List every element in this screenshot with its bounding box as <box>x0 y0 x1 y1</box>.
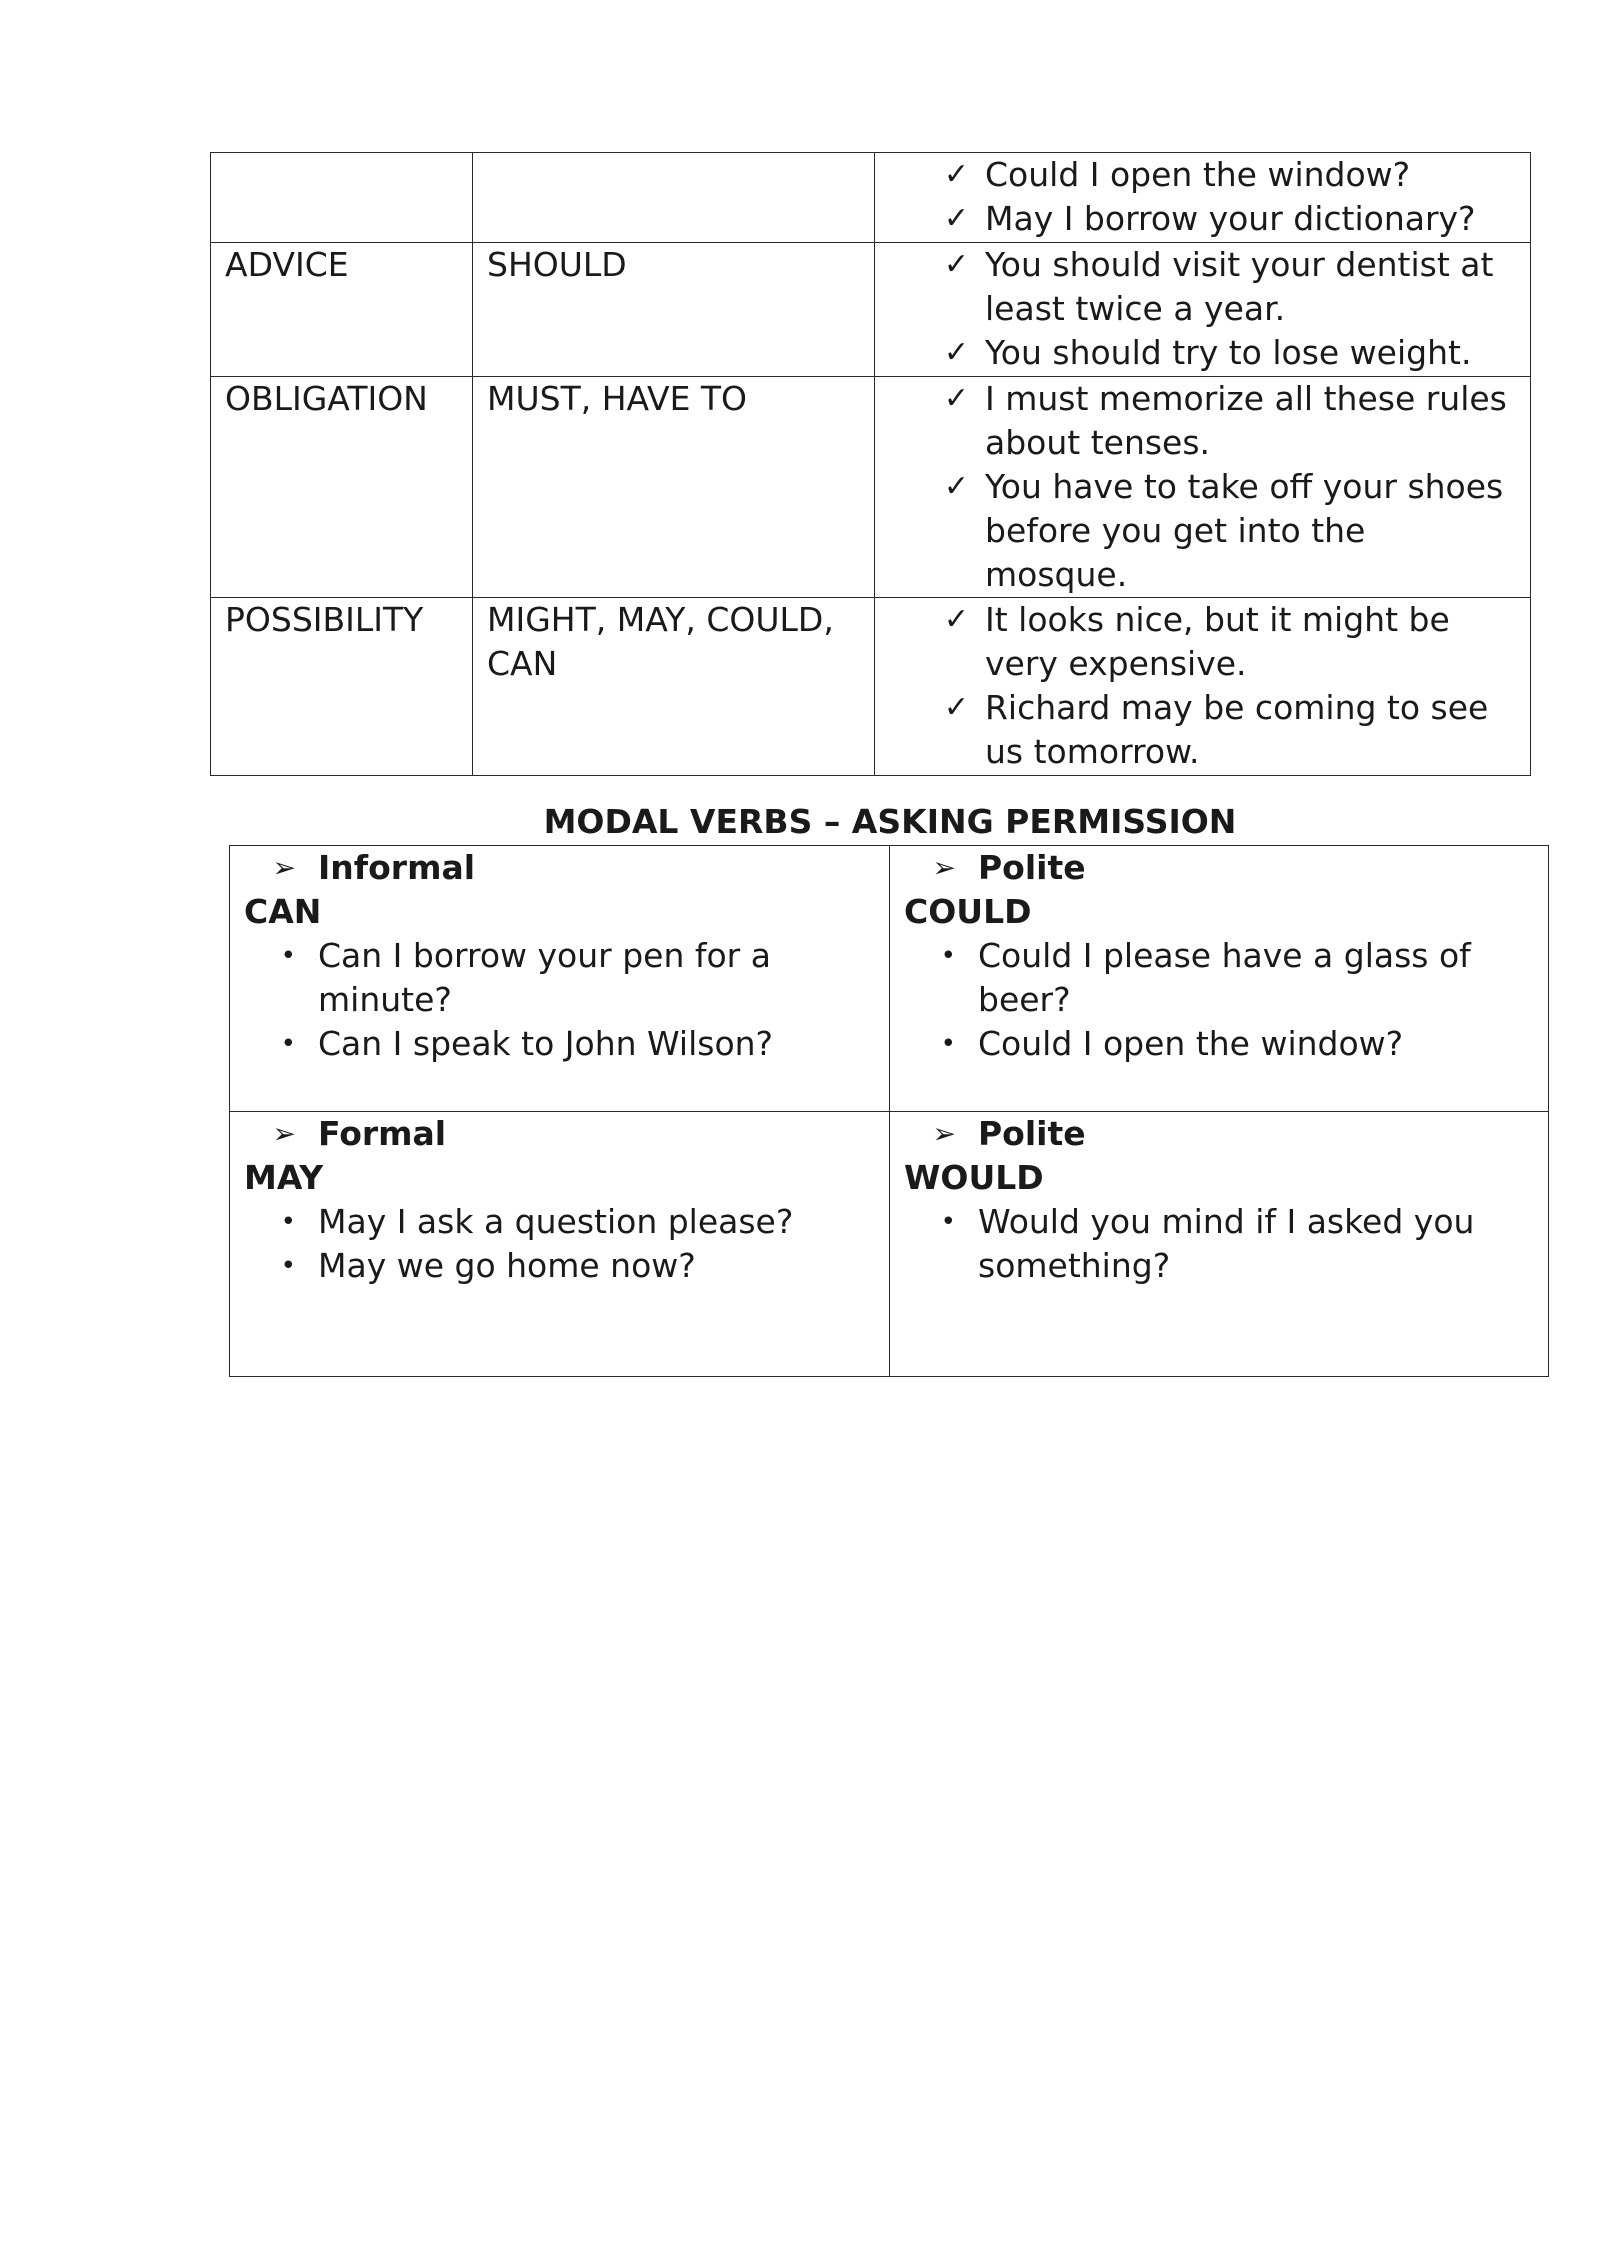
list-item: • May I ask a question please? <box>244 1200 889 1244</box>
list-item: ✓ You should try to lose weight. <box>875 331 1530 375</box>
list-item: ✓ It looks nice, but it might be very expensive. <box>875 598 1530 686</box>
list-item: ✓ I must memorize all these rules about tenses. <box>875 377 1530 465</box>
list-item: ✓ Could I open the window? <box>875 153 1530 197</box>
section-title: MODAL VERBS – ASKING PERMISSION <box>543 802 1237 841</box>
modal-cell <box>473 153 875 243</box>
list-item: ✓ Richard may be coming to see us tomorrow. <box>875 686 1530 774</box>
modal-uses-table <box>210 152 1531 776</box>
register-label: Formal <box>318 1114 447 1153</box>
arrow-bullet-icon: ➢ <box>272 851 296 884</box>
check-icon: ✓ <box>943 335 969 370</box>
examples-cell <box>875 153 1531 243</box>
function-cell: OBLIGATION <box>211 377 473 598</box>
table-row <box>211 377 1531 598</box>
register-heading <box>244 1112 889 1156</box>
permission-table <box>229 845 1549 1377</box>
check-icon: ✓ <box>943 381 969 416</box>
arrow-bullet-icon: ➢ <box>932 851 956 884</box>
check-icon: ✓ <box>943 247 969 282</box>
arrow-bullet-icon: ➢ <box>932 1117 956 1150</box>
register-heading <box>904 1112 1548 1156</box>
list-item: • Would you mind if I asked you something? <box>904 1200 1548 1288</box>
permission-cell-informal <box>230 846 889 1111</box>
modal-verb-label: MAY <box>244 1158 324 1197</box>
modal-cell: SHOULD <box>473 243 875 377</box>
check-icon: ✓ <box>943 690 969 725</box>
check-icon: ✓ <box>943 157 969 192</box>
modal-cell: MUST, HAVE TO <box>473 377 875 598</box>
list-item: • Could I open the window? <box>904 1022 1548 1066</box>
bullet-icon: • <box>280 1207 296 1237</box>
function-cell: POSSIBILITY <box>211 598 473 776</box>
list-item: ✓ You should visit your dentist at least twice a year. <box>875 243 1530 331</box>
bullet-icon: • <box>280 1029 296 1059</box>
permission-cell-formal <box>230 1111 889 1376</box>
permission-cell-polite-could <box>889 846 1548 1111</box>
list-item: • Could I please have a glass of beer? <box>904 934 1548 1022</box>
modal-verb-label: COULD <box>904 892 1032 931</box>
bullet-icon: • <box>940 1029 956 1059</box>
list-item: ✓ You have to take off your shoes before you get into the mosque. <box>875 465 1530 597</box>
bullet-icon: • <box>940 941 956 971</box>
permission-cell-polite-would <box>889 1111 1548 1376</box>
list-item: • May we go home now? <box>244 1244 889 1288</box>
modal-cell: MIGHT, MAY, COULD, CAN <box>473 598 875 776</box>
bullet-icon: • <box>280 1251 296 1281</box>
bullet-icon: • <box>940 1207 956 1237</box>
arrow-bullet-icon: ➢ <box>272 1117 296 1150</box>
table-row <box>211 243 1531 377</box>
list-item: ✓ May I borrow your dictionary? <box>875 197 1530 241</box>
list-item: • Can I borrow your pen for a minute? <box>244 934 889 1022</box>
register-label: Informal <box>318 848 476 887</box>
function-cell <box>211 153 473 243</box>
register-label: Polite <box>978 1114 1086 1153</box>
list-item: • Can I speak to John Wilson? <box>244 1022 889 1066</box>
table-row <box>211 598 1531 776</box>
function-cell: ADVICE <box>211 243 473 377</box>
register-heading <box>904 846 1548 890</box>
table-row <box>211 153 1531 243</box>
check-icon: ✓ <box>943 469 969 504</box>
check-icon: ✓ <box>943 602 969 637</box>
modal-verb-label: CAN <box>244 892 322 931</box>
register-label: Polite <box>978 848 1086 887</box>
examples-cell <box>875 598 1531 776</box>
register-heading <box>244 846 889 890</box>
examples-cell <box>875 243 1531 377</box>
modal-verb-label: WOULD <box>904 1158 1044 1197</box>
check-icon: ✓ <box>943 201 969 236</box>
examples-cell <box>875 377 1531 598</box>
bullet-icon: • <box>280 941 296 971</box>
